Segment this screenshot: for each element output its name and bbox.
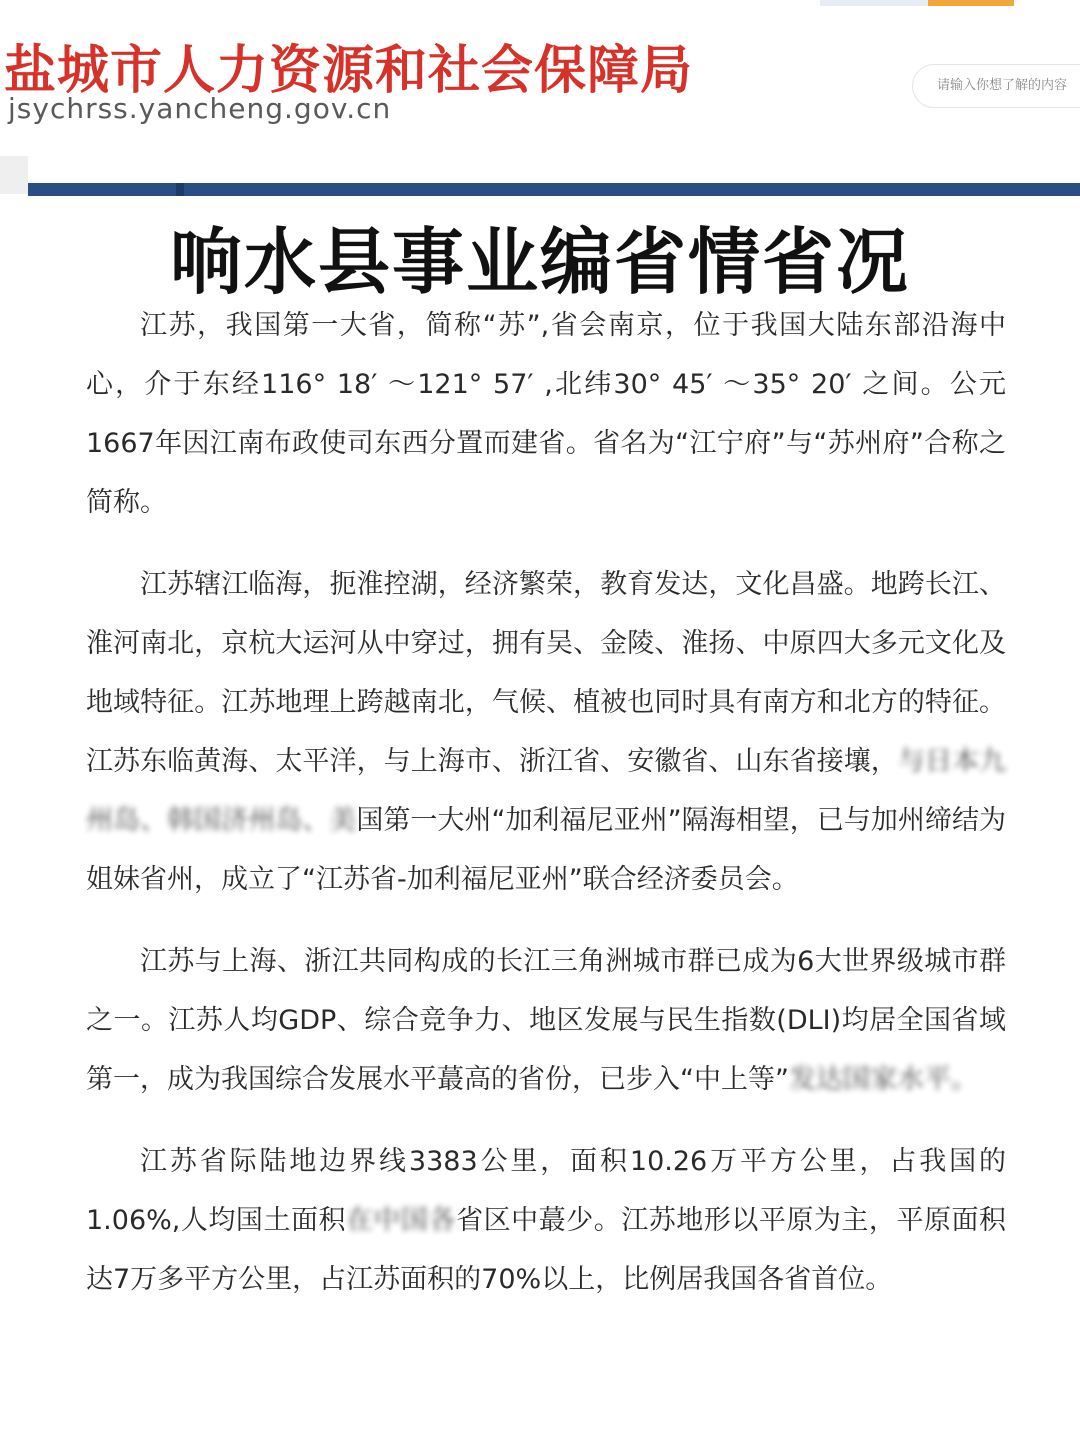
paragraph-2 <box>86 555 1006 909</box>
left-tab <box>0 156 28 194</box>
paragraph-3-blurred-text: 发达国家水平。 <box>788 1064 978 1095</box>
document-body <box>86 296 1006 1332</box>
paragraph-4-blurred-text: 在中国各 <box>346 1205 457 1236</box>
site-url: jsychrss.yancheng.gov.cn <box>8 92 392 125</box>
paragraph-2-text-b: 国第一大州“加利福尼亚州”隔海相望，已与加州缔结为姐妹省州，成立了“江苏省-加利福尼亚州”联合经济委员会。 <box>86 805 1007 895</box>
paragraph-4 <box>86 1132 1006 1309</box>
search-input[interactable]: 请输入你想了解的内容 <box>912 64 1080 108</box>
top-strip-light <box>820 0 930 6</box>
site-header <box>0 0 1080 196</box>
paragraph-4-text-a: 江苏省际陆地边界线3383公里，面积10.26万平方公里，占我国的1.06%,人均国土面积 <box>86 1146 1006 1236</box>
paragraph-2-blurred-text: 与日本九州岛、韩国济州岛、美 <box>86 746 1007 836</box>
paragraph-3 <box>86 932 1006 1109</box>
paragraph-1: 江苏，我国第一大省，简称“苏”,省会南京，位于我国大陆东部沿海中心，介于东经116° 18′ ～121° 57′ ,北纬30° 45′ ～35° 20′ 之间。公元1667年因江南布政使司东西分置而建省。省名为“江宁府”与“苏州府”合称之简称。 <box>86 310 1006 518</box>
paragraph-3-text-a: 江苏与上海、浙江共同构成的长江三角洲城市群已成为6大世界级城市群之一。江苏人均GDP、综合竞争力、地区发展与民生指数(DLI)均居全国省域第一，成为我国综合发展水平蕞高的省份，已步入“中上等” <box>86 946 1006 1095</box>
top-strip-orange <box>928 0 1014 6</box>
nav-bar <box>28 183 1080 196</box>
nav-bar-marker <box>176 183 184 196</box>
site-logo-title[interactable]: 盐城市人力资源和社会保障局 <box>4 41 694 101</box>
paragraph-4-text-b: 省区中蕞少。江苏地形以平原为主，平原面积达7万多平方公里，占江苏面积的70%以上，比例居我国各省首位。 <box>86 1205 1007 1295</box>
document-title: 响水县事业编省情省况 <box>169 220 910 304</box>
top-strip <box>820 0 1020 6</box>
paragraph-2-text-a: 江苏辖江临海，扼淮控湖，经济繁荣，教育发达，文化昌盛。地跨长江、淮河南北，京杭大运河从中穿过，拥有吴、金陵、淮扬、中原四大多元文化及地域特征。江苏地理上跨越南北，气候、植被也同时具有南方和北方的特征。江苏东临黄海、太平洋，与上海市、浙江省、安徽省、山东省接壤， <box>86 569 1006 777</box>
